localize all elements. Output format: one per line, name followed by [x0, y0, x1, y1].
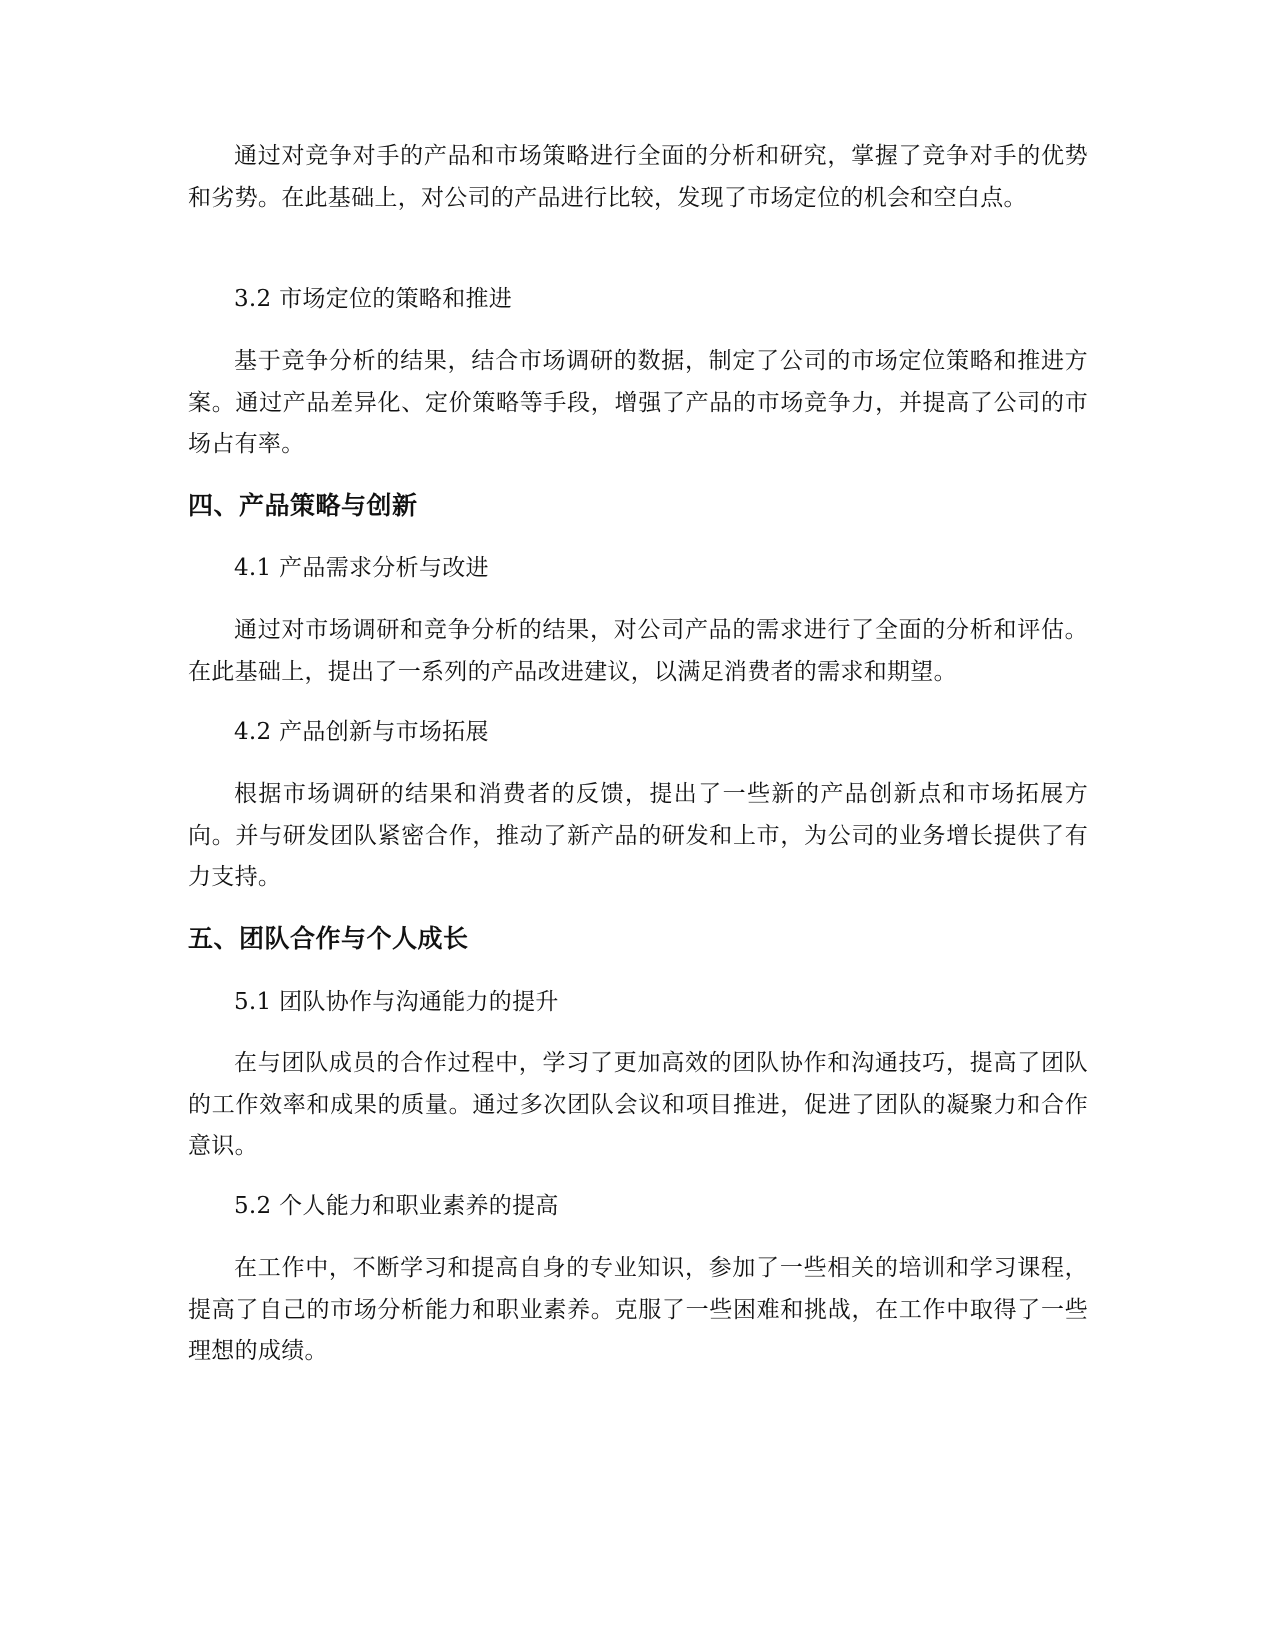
subheading-3-2: 3.2 市场定位的策略和推进: [234, 286, 513, 312]
paragraph-competitor-analysis: 通过对竞争对手的产品和市场策略进行全面的分析和研究，掌握了竞争对手的优势和劣势。在此基础上，对公司的产品进行比较，发现了市场定位的机会和空白点。: [188, 143, 1088, 211]
paragraph-product-needs: 通过对市场调研和竞争分析的结果，对公司产品的需求进行了全面的分析和评估。在此基础上，提出了一系列的产品改进建议，以满足消费者的需求和期望。: [188, 617, 1088, 685]
section-heading-4: 四、产品策略与创新: [188, 491, 418, 520]
paragraph-product-innovation: 根据市场调研的结果和消费者的反馈，提出了一些新的产品创新点和市场拓展方向。并与研发团队紧密合作，推动了新产品的研发和上市，为公司的业务增长提供了有力支持。: [188, 781, 1088, 890]
subheading-5-1: 5.1 团队协作与沟通能力的提升: [234, 989, 559, 1015]
section-heading-5: 五、团队合作与个人成长: [188, 924, 469, 953]
paragraph-personal-growth: 在工作中，不断学习和提高自身的专业知识，参加了一些相关的培训和学习课程，提高了自己的市场分析能力和职业素养。克服了一些困难和挑战，在工作中取得了一些理想的成绩。: [188, 1255, 1088, 1364]
paragraph-team-collaboration: 在与团队成员的合作过程中，学习了更加高效的团队协作和沟通技巧，提高了团队的工作效率和成果的质量。通过多次团队会议和项目推进，促进了团队的凝聚力和合作意识。: [188, 1050, 1088, 1159]
subheading-4-2: 4.2 产品创新与市场拓展: [234, 719, 489, 745]
subheading-4-1: 4.1 产品需求分析与改进: [234, 555, 489, 581]
subheading-5-2: 5.2 个人能力和职业素养的提高: [234, 1193, 559, 1219]
paragraph-positioning-strategy: 基于竞争分析的结果，结合市场调研的数据，制定了公司的市场定位策略和推进方案。通过产品差异化、定价策略等手段，增强了产品的市场竞争力，并提高了公司的市场占有率。: [188, 348, 1088, 457]
